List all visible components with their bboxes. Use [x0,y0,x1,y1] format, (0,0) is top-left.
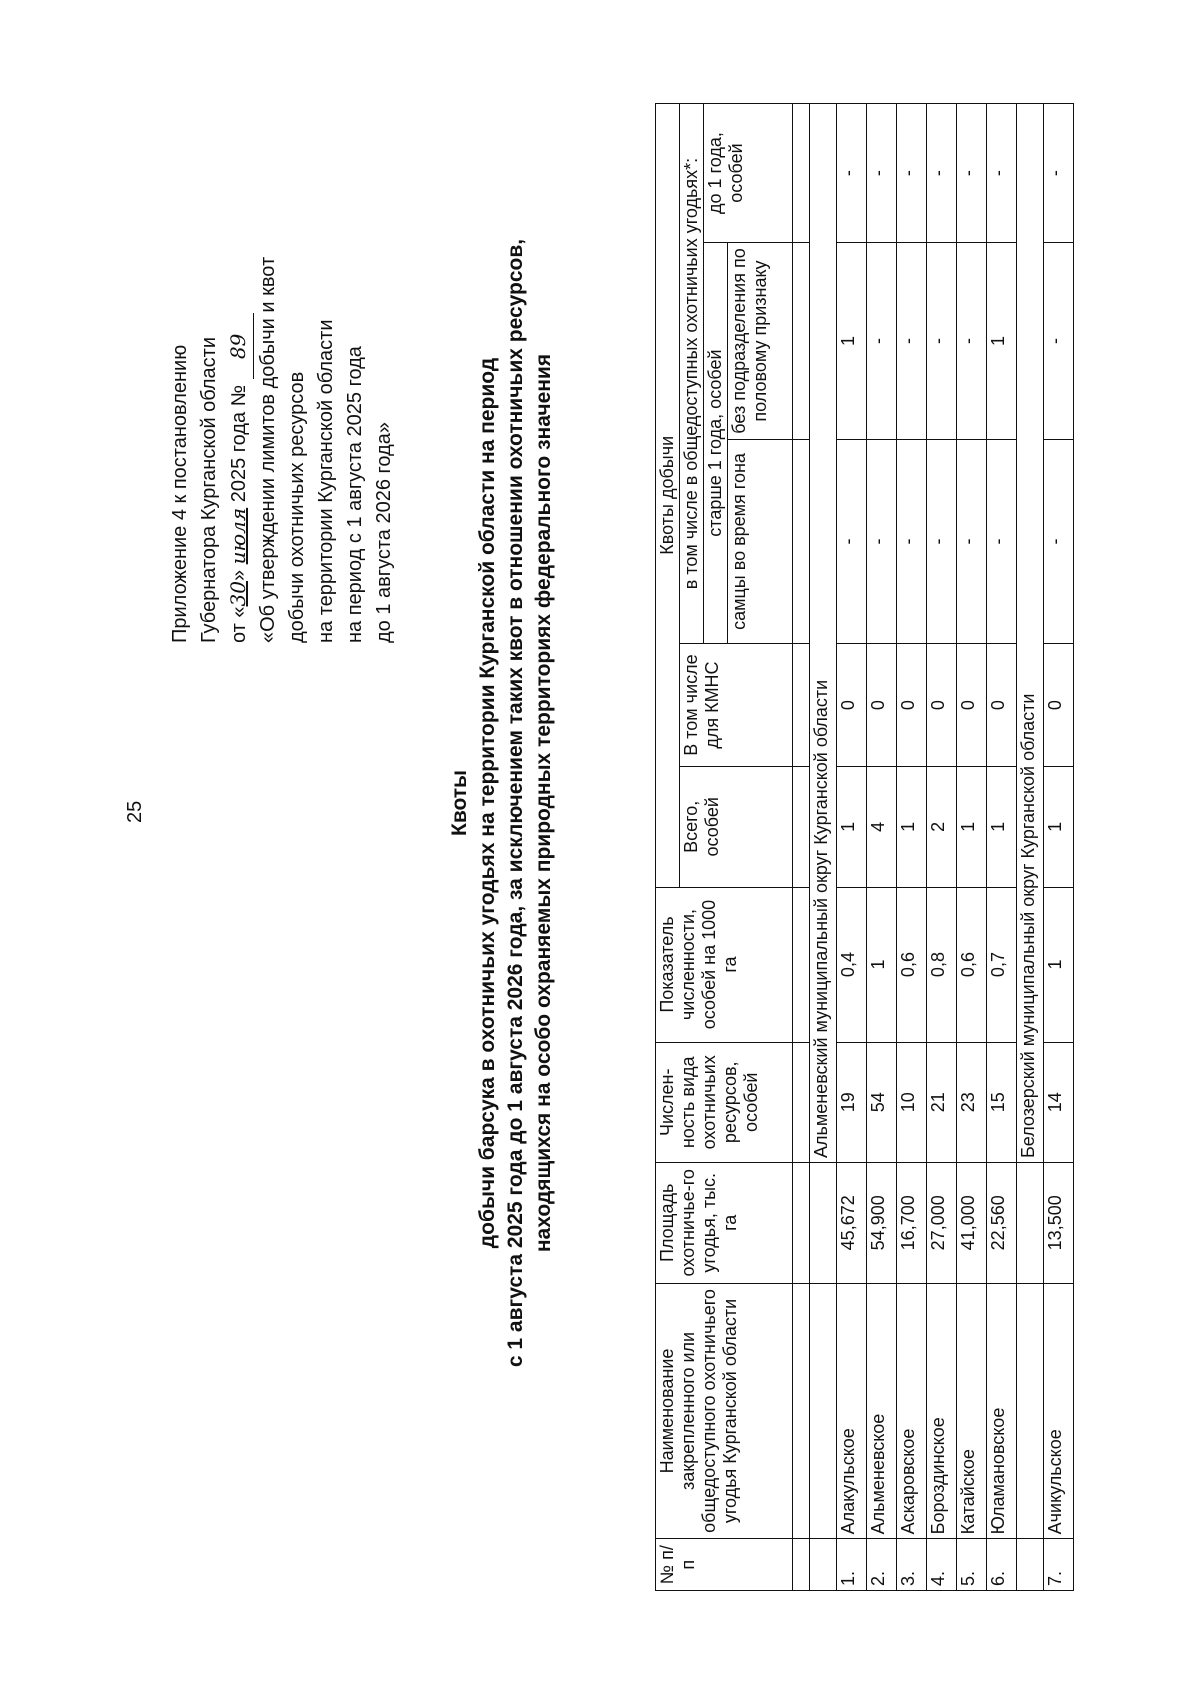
cell-total: 1 [987,767,1017,888]
cell-population: 19 [837,1042,867,1163]
cell-total: 4 [867,767,897,888]
header-density: Показатель численности, особей на 1000 га [656,887,793,1042]
cell-name: Альменевское [867,1283,897,1539]
cell-density: 0,4 [837,887,867,1042]
cell-area: 13,500 [1044,1163,1074,1284]
cell-young: - [1044,104,1074,243]
cell-kmns: 0 [837,644,867,767]
cell-num: 3. [897,1539,927,1591]
cell-males: - [897,439,927,643]
cell-name: Алакульское [837,1283,867,1539]
cell-population: 54 [867,1042,897,1163]
header-quotas-group: Квоты добычи [656,104,680,888]
cell-population: 15 [987,1042,1017,1163]
cell-num: 7. [1044,1539,1074,1591]
cell-density: 0,8 [927,887,957,1042]
page-number: 25 [124,800,146,823]
table-row [867,104,897,1591]
cell-population: 21 [927,1042,957,1163]
title-line: добычи барсука в охотничьих угодьях на территории Курганской области на период [476,357,499,1249]
appendix-line: на период с 1 августа 2025 года [344,346,366,643]
handwritten-month: июля [226,507,250,565]
cell-young: - [987,104,1017,243]
cell-kmns: 0 [927,644,957,767]
header-young: до 1 года, особей [704,104,793,243]
date-prefix: от « [228,606,250,643]
header-males: самцы во время гона [728,439,793,643]
cell-name: Катайское [957,1283,987,1539]
district-row [1017,104,1044,1591]
title-line: находящихся на особо охраняемых природных территориях федерального значения [532,353,555,1253]
header-num: № п/п [656,1539,793,1591]
cell-name: Юламановское [987,1283,1017,1539]
header-area: Площадь охотничье-го угодья, тыс. га [656,1163,793,1284]
cell-young: - [927,104,957,243]
table-row [1044,104,1074,1591]
header-name: Наименование закрепленного или общедоступного охотничьего угодья Курганской области [656,1283,793,1539]
table-row [957,104,987,1591]
cell-area: 27,000 [927,1163,957,1284]
handwritten-number: 89 [224,313,254,379]
cell-name: Аскаровское [897,1283,927,1539]
cell-num: 2. [867,1539,897,1591]
quota-table [655,103,1074,1591]
district-row [810,104,837,1591]
cell-area: 22,560 [987,1163,1017,1284]
cell-males: - [1044,439,1074,643]
cell-total: 1 [897,767,927,888]
cell-no-sex: - [927,243,957,440]
cell-males: - [837,439,867,643]
table-row [987,104,1017,1591]
cell-no-sex: - [897,243,927,440]
cell-males: - [867,439,897,643]
title-heading: Квоты [448,770,471,836]
cell-area: 16,700 [897,1163,927,1284]
cell-no-sex: 1 [837,243,867,440]
cell-kmns: 0 [987,644,1017,767]
header-no-sex: без подразделения по половому признаку [728,243,793,440]
cell-kmns: 0 [1044,644,1074,767]
table-row [837,104,867,1591]
cell-males: - [987,439,1017,643]
cell-num: 1. [837,1539,867,1591]
appendix-line: до 1 августа 2026 года» [373,422,395,643]
appendix-line: добычи охотничьих ресурсов [286,371,308,643]
cell-no-sex: - [957,243,987,440]
title-line: с 1 августа 2025 года до 1 августа 2026 года, за исключением таких квот в отношении охотничьих ресурсов, [504,238,527,1368]
appendix-date-line [224,43,254,643]
cell-name: Ачикульское [1044,1283,1074,1539]
district-name: Альменевский муниципальный округ Курганской области [810,104,837,1163]
table-row [927,104,957,1591]
cell-area: 41,000 [957,1163,987,1284]
cell-density: 0,7 [987,887,1017,1042]
cell-num: 6. [987,1539,1017,1591]
cell-num: 4. [927,1539,957,1591]
appendix-header [166,43,399,643]
cell-population: 10 [897,1042,927,1163]
header-total: Всего, особей [680,767,793,888]
cell-area: 45,672 [837,1163,867,1284]
appendix-line: Губернатора Курганской области [198,337,220,643]
district-name: Белозерский муниципальный округ Курганской области [1017,104,1044,1163]
header-row [656,104,680,1591]
cell-density: 0,6 [897,887,927,1042]
cell-young: - [897,104,927,243]
cell-name: Бороздинское [927,1283,957,1539]
cell-density: 1 [1044,887,1074,1042]
table-row [897,104,927,1591]
appendix-line: на территории Курганской области [315,319,337,643]
cell-no-sex: - [867,243,897,440]
cell-kmns: 0 [867,644,897,767]
document-title [446,153,558,1453]
cell-num: 5. [957,1539,987,1591]
appendix-line: Приложение 4 к постановлению [169,344,191,643]
cell-total: 2 [927,767,957,888]
cell-young: - [957,104,987,243]
appendix-line: «Об утверждении лимитов добычи и квот [257,256,279,643]
header-population: Числен-ность вида охотничьих ресурсов, особей [656,1042,793,1163]
header-kmns: В том числе для КМНС [680,644,793,767]
cell-density: 1 [867,887,897,1042]
cell-young: - [837,104,867,243]
cell-males: - [927,439,957,643]
cell-density: 0,6 [957,887,987,1042]
cell-population: 23 [957,1042,987,1163]
cell-total: 1 [957,767,987,888]
cell-males: - [957,439,987,643]
handwritten-day: 30 [226,581,250,607]
cell-no-sex: 1 [987,243,1017,440]
cell-population: 14 [1044,1042,1074,1163]
cell-no-sex: - [1044,243,1074,440]
date-suffix: 2025 года № [228,379,250,508]
cell-young: - [867,104,897,243]
date-mid: » [228,564,250,582]
cell-total: 1 [837,767,867,888]
cell-kmns: 0 [897,644,927,767]
header-public-group: в том числе в общедоступных охотничьих угодьях*: [680,104,704,644]
cell-kmns: 0 [957,644,987,767]
header-older: старше 1 года, особей [704,243,728,644]
cell-total: 1 [1044,767,1074,888]
spacer-row [793,104,810,1591]
cell-area: 54,900 [867,1163,897,1284]
